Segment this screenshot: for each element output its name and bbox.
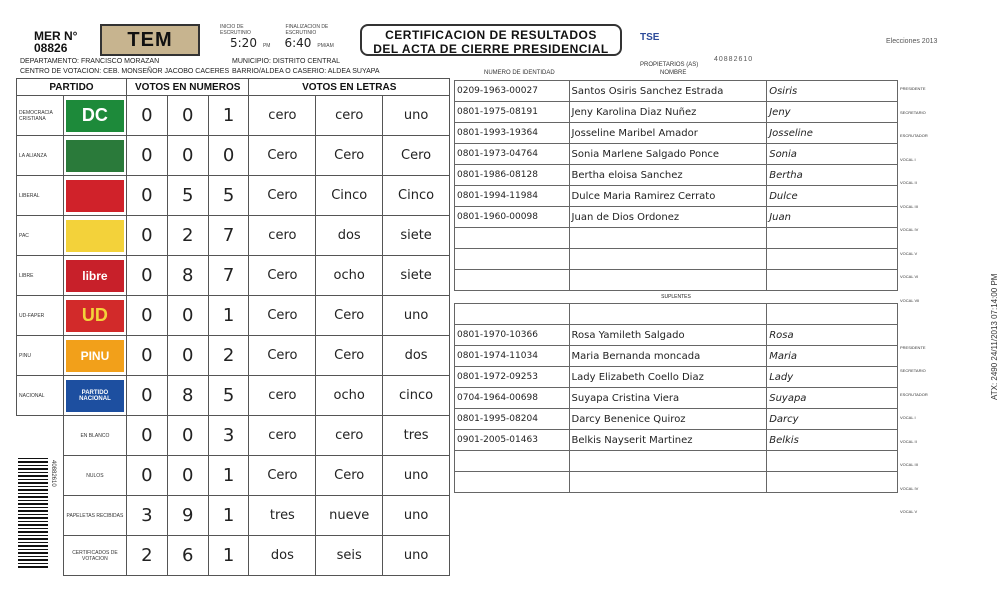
- summary-label: PAPELETAS RECIBIDAS: [63, 496, 126, 536]
- member-id: 0801-1960-00098: [455, 207, 570, 228]
- vote-word: Cero: [249, 176, 316, 216]
- member-name: Sonia Marlene Salgado Ponce: [569, 144, 767, 165]
- member-row: [455, 270, 898, 291]
- vote-digit: 5: [208, 176, 249, 216]
- member-signature: Bertha: [767, 165, 898, 186]
- role-label: VOCAL I: [900, 415, 916, 420]
- vote-word: Cinco: [316, 176, 383, 216]
- barrio-line: BARRIO/ALDEA O CASERIO: ALDEA SUYAPA: [232, 68, 380, 75]
- party-row: [17, 96, 450, 136]
- vote-word: dos: [249, 536, 316, 576]
- party-name: UD-FAPER: [17, 296, 64, 336]
- member-name: Jeny Karolina Diaz Nuñez: [569, 102, 767, 123]
- party-row: [17, 176, 450, 216]
- member-id: [455, 249, 570, 270]
- vote-digit: 7: [208, 216, 249, 256]
- party-name: PINU: [17, 336, 64, 376]
- mer-label: MER N° 08826: [34, 29, 78, 55]
- summary-label: CERTIFICADOS DE VOTACION: [63, 536, 126, 576]
- start-time: 5:20: [230, 36, 257, 50]
- party-flag-icon: UD: [66, 300, 124, 332]
- vote-digit: 0: [126, 456, 167, 496]
- party-flag: [63, 136, 126, 176]
- member-signature: Lady: [767, 367, 898, 388]
- vote-digit: 1: [208, 456, 249, 496]
- member-id: 0801-1986-08128: [455, 165, 570, 186]
- member-signature: Rosa: [767, 325, 898, 346]
- identidad-label: NUMERO DE IDENTIDAD: [484, 70, 555, 76]
- vote-digit: 1: [208, 496, 249, 536]
- vote-word: cero: [316, 416, 383, 456]
- vote-digit: 0: [126, 96, 167, 136]
- role-label: VOCAL IV: [900, 227, 919, 232]
- vote-word: Cero: [316, 296, 383, 336]
- party-flag: [63, 176, 126, 216]
- member-name: [569, 304, 767, 325]
- party-row: [17, 336, 450, 376]
- vote-word: Cero: [249, 256, 316, 296]
- member-signature: [767, 304, 898, 325]
- member-signature: [767, 228, 898, 249]
- vote-word: seis: [316, 536, 383, 576]
- vote-word: cero: [249, 416, 316, 456]
- party-name: LIBRE: [17, 256, 64, 296]
- member-row: [455, 165, 898, 186]
- member-row: [455, 123, 898, 144]
- member-name: Darcy Benenice Quiroz: [569, 409, 767, 430]
- barcode-text: 40882610: [50, 460, 56, 487]
- role-label: SECRETARIO: [900, 368, 926, 373]
- party-flag-icon: DC: [66, 100, 124, 132]
- party-flag-icon: [66, 180, 124, 212]
- vote-word: nueve: [316, 496, 383, 536]
- member-name: Dulce Maria Ramirez Cerrato: [569, 186, 767, 207]
- member-signature: Dulce: [767, 186, 898, 207]
- member-name: [569, 451, 767, 472]
- vote-digit: 0: [167, 456, 208, 496]
- vote-digit: 3: [126, 496, 167, 536]
- member-id: [455, 451, 570, 472]
- vote-digit: 1: [208, 536, 249, 576]
- member-id: 0801-1974-11034: [455, 346, 570, 367]
- vote-digit: 0: [167, 336, 208, 376]
- vote-digit: 0: [167, 296, 208, 336]
- party-name: PAC: [17, 216, 64, 256]
- party-name: DEMOCRACIA CRISTIANA: [17, 96, 64, 136]
- mer-number: 08826: [34, 41, 68, 55]
- vote-word: Cero: [316, 136, 383, 176]
- member-id: 0801-1972-09253: [455, 367, 570, 388]
- vote-digit: 2: [208, 336, 249, 376]
- tse-logo: TSE: [640, 32, 660, 43]
- scrutiny-times: INICIO DE ESCRUTINIO FINALIZACION DE ESCRUTINIO 5:20 PM 6:40 PM/AM: [220, 24, 334, 50]
- vote-digit: 0: [126, 256, 167, 296]
- vote-word: Cero: [249, 456, 316, 496]
- party-name: LA ALIANZA: [17, 136, 64, 176]
- tem-box: TEM: [100, 24, 200, 56]
- member-signature: Sonia: [767, 144, 898, 165]
- role-label: VOCAL III: [900, 462, 918, 467]
- party-flag-icon: [66, 220, 124, 252]
- member-id: [455, 472, 570, 493]
- departamento-line: DEPARTAMENTO: FRANCISCO MORAZAN: [20, 58, 160, 65]
- vote-word: uno: [383, 536, 450, 576]
- member-signature: Josseline: [767, 123, 898, 144]
- member-row: [455, 451, 898, 472]
- vote-digit: 7: [208, 256, 249, 296]
- vote-digit: 0: [126, 216, 167, 256]
- vote-digit: 0: [208, 136, 249, 176]
- member-id: 0801-1993-19364: [455, 123, 570, 144]
- vote-word: cero: [249, 96, 316, 136]
- roles-column: [900, 86, 940, 533]
- vote-word: Cero: [316, 456, 383, 496]
- summary-label: NULOS: [63, 456, 126, 496]
- nombre-label: NOMBRE: [660, 70, 687, 76]
- vote-digit: 3: [208, 416, 249, 456]
- member-row: [455, 325, 898, 346]
- member-row: [455, 388, 898, 409]
- summary-row: [17, 456, 450, 496]
- member-row: [455, 346, 898, 367]
- vote-digit: 1: [208, 96, 249, 136]
- member-id: 0801-1970-10366: [455, 325, 570, 346]
- col-party: PARTIDO: [17, 79, 127, 96]
- member-signature: [767, 451, 898, 472]
- member-row: [455, 144, 898, 165]
- member-signature: Maria: [767, 346, 898, 367]
- vote-word: tres: [383, 416, 450, 456]
- member-name: Rosa Yamileth Salgado: [569, 325, 767, 346]
- member-row: [455, 409, 898, 430]
- summary-row: [17, 496, 450, 536]
- party-row: [17, 256, 450, 296]
- vote-digit: 9: [167, 496, 208, 536]
- party-flag: [63, 96, 126, 136]
- vote-word: Cero: [249, 136, 316, 176]
- col-numbers: VOTOS EN NUMEROS: [126, 79, 249, 96]
- vote-word: Cero: [249, 296, 316, 336]
- barcode: [18, 458, 48, 568]
- vote-digit: 0: [126, 176, 167, 216]
- vote-digit: 8: [167, 256, 208, 296]
- party-name: LIBERAL: [17, 176, 64, 216]
- member-row: [455, 207, 898, 228]
- role-label: VOCAL I: [900, 156, 916, 162]
- suplentes-label: SUPLENTES: [661, 294, 691, 300]
- member-name: Juan de Dios Ordonez: [569, 207, 767, 228]
- vote-digit: 1: [208, 296, 249, 336]
- party-flag-icon: libre: [66, 260, 124, 292]
- summary-row: [17, 536, 450, 576]
- member-signature: [767, 249, 898, 270]
- member-name: Maria Bernanda moncada: [569, 346, 767, 367]
- role-label: PRESIDENTE: [900, 344, 926, 350]
- elections-logo: Elecciones 2013: [886, 38, 938, 45]
- role-label: PRESIDENTE: [900, 86, 926, 91]
- party-flag: [63, 296, 126, 336]
- vote-word: siete: [383, 216, 450, 256]
- vote-word: cero: [249, 216, 316, 256]
- summary-label: EN BLANCO: [63, 416, 126, 456]
- member-row: [455, 304, 898, 325]
- serial-number: 40882610: [714, 56, 754, 63]
- member-id: 0801-1994-11984: [455, 186, 570, 207]
- vote-digit: 8: [167, 376, 208, 416]
- vote-word: dos: [316, 216, 383, 256]
- member-name: [569, 270, 767, 291]
- vote-digit: 0: [126, 416, 167, 456]
- vote-word: ocho: [316, 256, 383, 296]
- member-name: [569, 472, 767, 493]
- member-id: 0901-2005-01463: [455, 430, 570, 451]
- vote-digit: 2: [126, 536, 167, 576]
- vote-word: uno: [383, 456, 450, 496]
- centro-line: CENTRO DE VOTACION: CEB. MONSEÑOR JACOBO CACERES: [20, 68, 230, 75]
- end-time: 6:40: [284, 36, 312, 50]
- vote-word: ocho: [316, 376, 383, 416]
- member-id: [455, 270, 570, 291]
- vote-digit: 5: [167, 176, 208, 216]
- party-flag: [63, 336, 126, 376]
- role-label: VOCAL VI: [900, 274, 919, 279]
- member-name: Suyapa Cristina Viera: [569, 388, 767, 409]
- member-name: [569, 249, 767, 270]
- member-id: 0801-1975-08191: [455, 102, 570, 123]
- member-signature: Darcy: [767, 409, 898, 430]
- vote-digit: 2: [167, 216, 208, 256]
- vote-word: dos: [383, 336, 450, 376]
- member-id: 0801-1973-04764: [455, 144, 570, 165]
- vote-digit: 0: [126, 136, 167, 176]
- role-label: VOCAL VII: [900, 297, 920, 303]
- member-name: Lady Elizabeth Coello Diaz: [569, 367, 767, 388]
- member-row: [455, 102, 898, 123]
- votes-table: [16, 78, 450, 576]
- role-label: VOCAL IV: [900, 485, 919, 491]
- party-row: [17, 216, 450, 256]
- vote-word: cinco: [383, 376, 450, 416]
- role-label: VOCAL V: [900, 509, 918, 514]
- vote-word: Cero: [383, 136, 450, 176]
- party-row: [17, 296, 450, 336]
- member-id: 0801-1995-08204: [455, 409, 570, 430]
- vote-digit: 0: [126, 336, 167, 376]
- member-signature: Belkis: [767, 430, 898, 451]
- member-row: [455, 430, 898, 451]
- party-flag-icon: PARTIDO NACIONAL: [66, 380, 124, 412]
- vote-word: cero: [249, 376, 316, 416]
- member-signature: Suyapa: [767, 388, 898, 409]
- vote-digit: 0: [167, 96, 208, 136]
- member-id: [455, 228, 570, 249]
- party-flag: [63, 216, 126, 256]
- member-name: [569, 228, 767, 249]
- vote-digit: 0: [126, 296, 167, 336]
- role-label: SECRETARIO: [900, 109, 926, 115]
- member-row: [455, 228, 898, 249]
- summary-row: [17, 416, 450, 456]
- municipio-line: MUNICIPIO: DISTRITO CENTRAL: [232, 58, 340, 65]
- suplentes-separator: [455, 291, 898, 304]
- vote-digit: 5: [208, 376, 249, 416]
- propietarios-label: PROPIETARIOS (AS): [640, 62, 699, 68]
- member-signature: [767, 270, 898, 291]
- role-label: ESCRUTADOR: [900, 133, 928, 138]
- member-row: [455, 367, 898, 388]
- vote-digit: 0: [167, 136, 208, 176]
- party-flag: [63, 376, 126, 416]
- member-row: [455, 249, 898, 270]
- vote-word: Cinco: [383, 176, 450, 216]
- role-label: VOCAL V: [900, 250, 918, 256]
- party-row: [17, 376, 450, 416]
- vote-word: uno: [383, 96, 450, 136]
- vote-word: siete: [383, 256, 450, 296]
- vote-digit: 6: [167, 536, 208, 576]
- member-signature: Osiris: [767, 81, 898, 102]
- member-name: Belkis Nayserit Martinez: [569, 430, 767, 451]
- member-signature: [767, 472, 898, 493]
- vote-word: uno: [383, 296, 450, 336]
- vote-word: Cero: [316, 336, 383, 376]
- vote-digit: 0: [167, 416, 208, 456]
- member-id: 0704-1964-00698: [455, 388, 570, 409]
- member-signature: Jeny: [767, 102, 898, 123]
- party-flag-icon: PINU: [66, 340, 124, 372]
- vote-word: uno: [383, 496, 450, 536]
- party-flag: [63, 256, 126, 296]
- member-name: Santos Osiris Sanchez Estrada: [569, 81, 767, 102]
- vote-word: cero: [316, 96, 383, 136]
- member-id: 0209-1963-00027: [455, 81, 570, 102]
- member-row: [455, 186, 898, 207]
- role-label: [900, 321, 940, 345]
- party-flag-icon: [66, 140, 124, 172]
- certification-title: CERTIFICACION DE RESULTADOS DEL ACTA DE CIERRE PRESIDENCIAL: [360, 24, 622, 56]
- role-label: VOCAL II: [900, 438, 917, 444]
- side-stamp: ATX: 2490 24/11/2013 07:14:00 PM: [990, 273, 999, 400]
- member-signature: Juan: [767, 207, 898, 228]
- member-name: Bertha eloisa Sanchez: [569, 165, 767, 186]
- party-name: NACIONAL: [17, 376, 64, 416]
- vote-word: Cero: [249, 336, 316, 376]
- role-label: VOCAL III: [900, 203, 918, 209]
- vote-word: tres: [249, 496, 316, 536]
- member-row: [455, 81, 898, 102]
- party-row: [17, 136, 450, 176]
- role-label: ESCRUTADOR: [900, 391, 928, 397]
- member-id: [455, 304, 570, 325]
- col-words: VOTOS EN LETRAS: [249, 79, 450, 96]
- vote-digit: 0: [126, 376, 167, 416]
- member-row: [455, 472, 898, 493]
- member-name: Josseline Maribel Amador: [569, 123, 767, 144]
- role-label: VOCAL II: [900, 180, 917, 185]
- members-table: [454, 80, 898, 493]
